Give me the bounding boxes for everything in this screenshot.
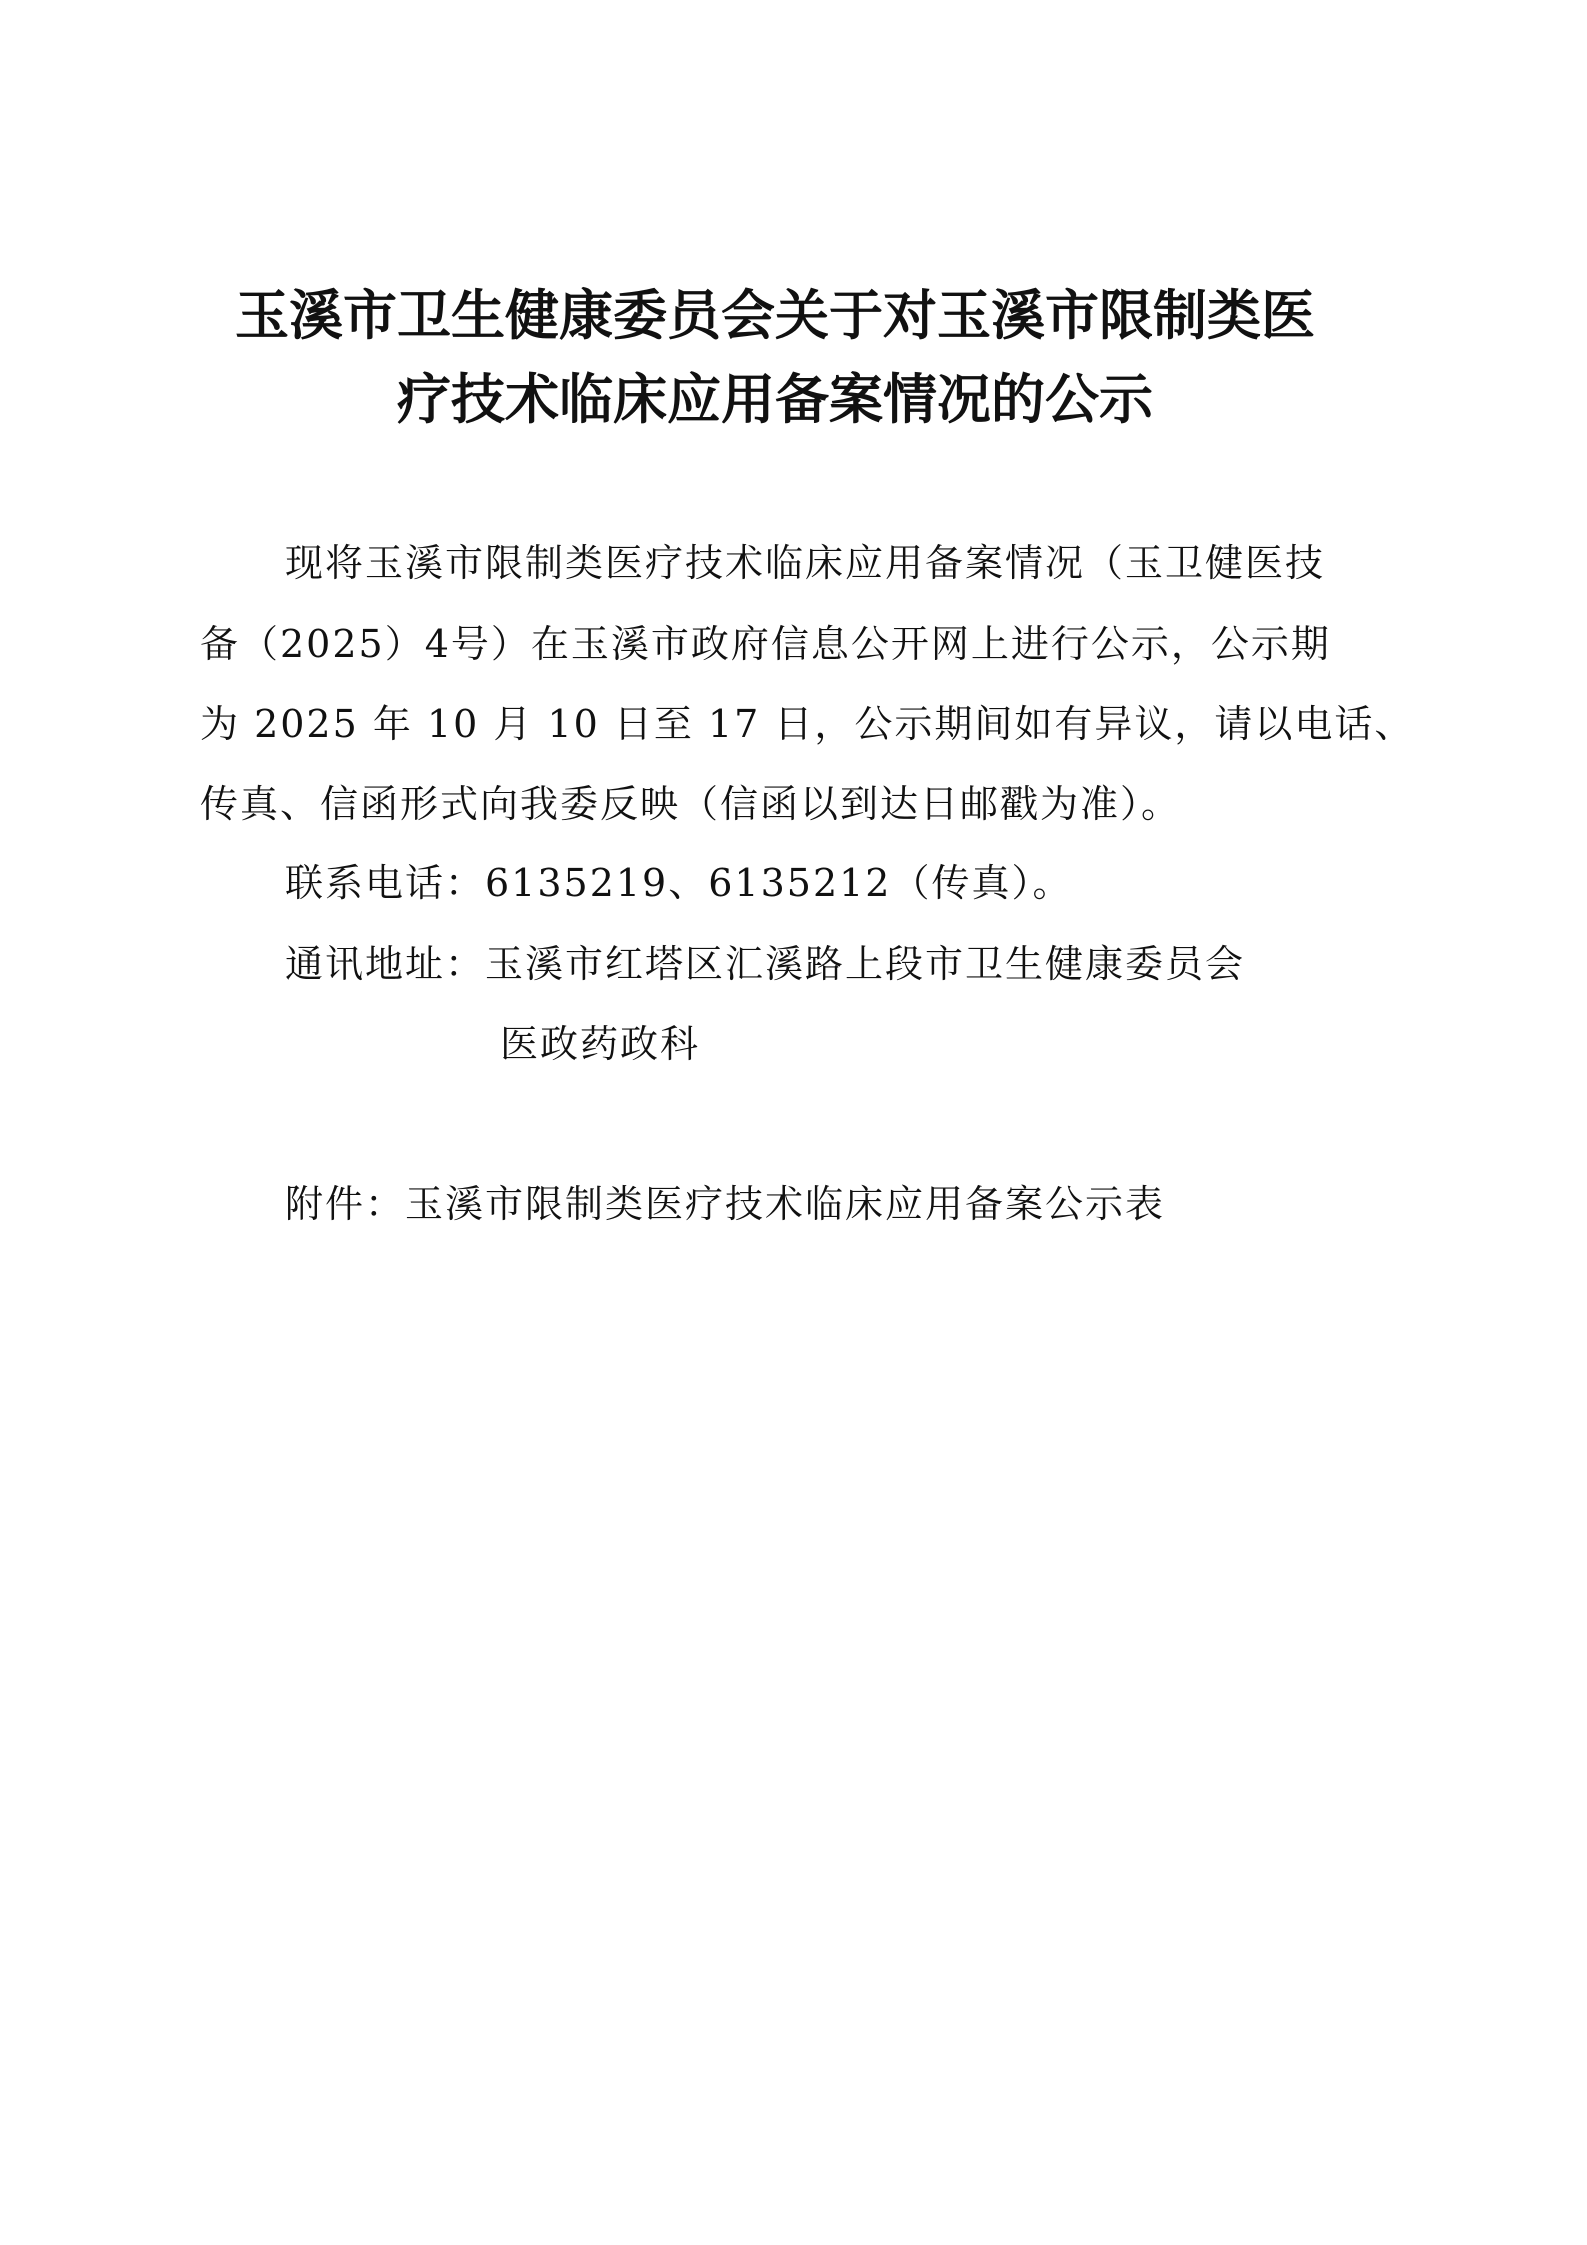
paragraph-line-1: 现将玉溪市限制类医疗技术临床应用备案情况（玉卫健医技 [285, 541, 1326, 585]
document-title-line-1: 玉溪市卫生健康委员会关于对玉溪市限制类医 [235, 283, 1315, 347]
paragraph-line-2: 备（2025）4号）在玉溪市政府信息公开网上进行公示，公示期 [200, 622, 1331, 666]
address-line-1: 通讯地址：玉溪市红塔区汇溪路上段市卫生健康委员会 [285, 942, 1246, 986]
attachment-note: 附件：玉溪市限制类医疗技术临床应用备案公示表 [285, 1182, 1166, 1226]
contact-phone: 联系电话：6135219、6135212（传真）。 [285, 861, 1073, 905]
address-line-2: 医政药政科 [500, 1022, 701, 1066]
paragraph-line-3: 为 2025 年 10 月 10 日至 17 日，公示期间如有异议，请以电话、 [200, 702, 1415, 746]
document-title-line-2: 疗技术临床应用备案情况的公示 [397, 367, 1153, 431]
paragraph-line-4: 传真、信函形式向我委反映（信函以到达日邮戳为准）。 [200, 782, 1182, 826]
